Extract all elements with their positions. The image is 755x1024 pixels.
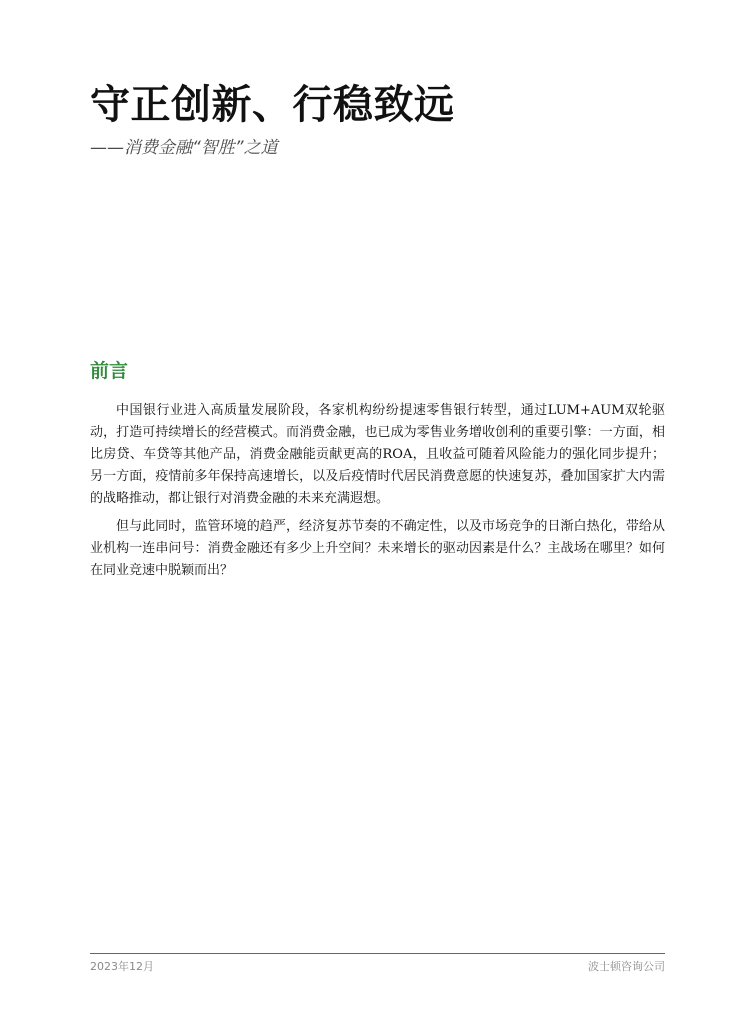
preface-paragraph-2: 但与此同时，监管环境的趋严，经济复苏节奏的不确定性，以及市场竞争的日渐白热化，带给从业机构一连串问号：消费金融还有多少上升空间？未来增长的驱动因素是什么？主战场在哪里？如何在同业竞速中脱颖而出？ bbox=[90, 519, 665, 578]
footer-date: 2023年12月 bbox=[90, 960, 154, 973]
preface-heading: 前言 bbox=[90, 360, 129, 382]
document-subtitle: ——消费金融“智胜”之道 bbox=[90, 138, 278, 158]
document-title: 守正创新、行稳致远 bbox=[90, 81, 455, 128]
footer-organization: 波士顿咨询公司 bbox=[588, 960, 665, 973]
preface-paragraph-1: 中国银行业进入高质量发展阶段，各家机构纷纷提速零售银行转型，通过LUM+AUM双轮驱动，打造可持续增长的经营模式。而消费金融，也已成为零售业务增收创利的重要引擎：一方面，相比房贷、车贷等其他产品，消费金融能贡献更高的ROA，且收益可随着风险能力的强化同步提升；另一方面，疫情前多年保持高速增长，以及后疫情时代居民消费意愿的快速复苏，叠加国家扩大内需的战略推动，都让银行对消费金融的未来充满遐想。 bbox=[90, 403, 665, 506]
footer-divider bbox=[90, 953, 665, 954]
